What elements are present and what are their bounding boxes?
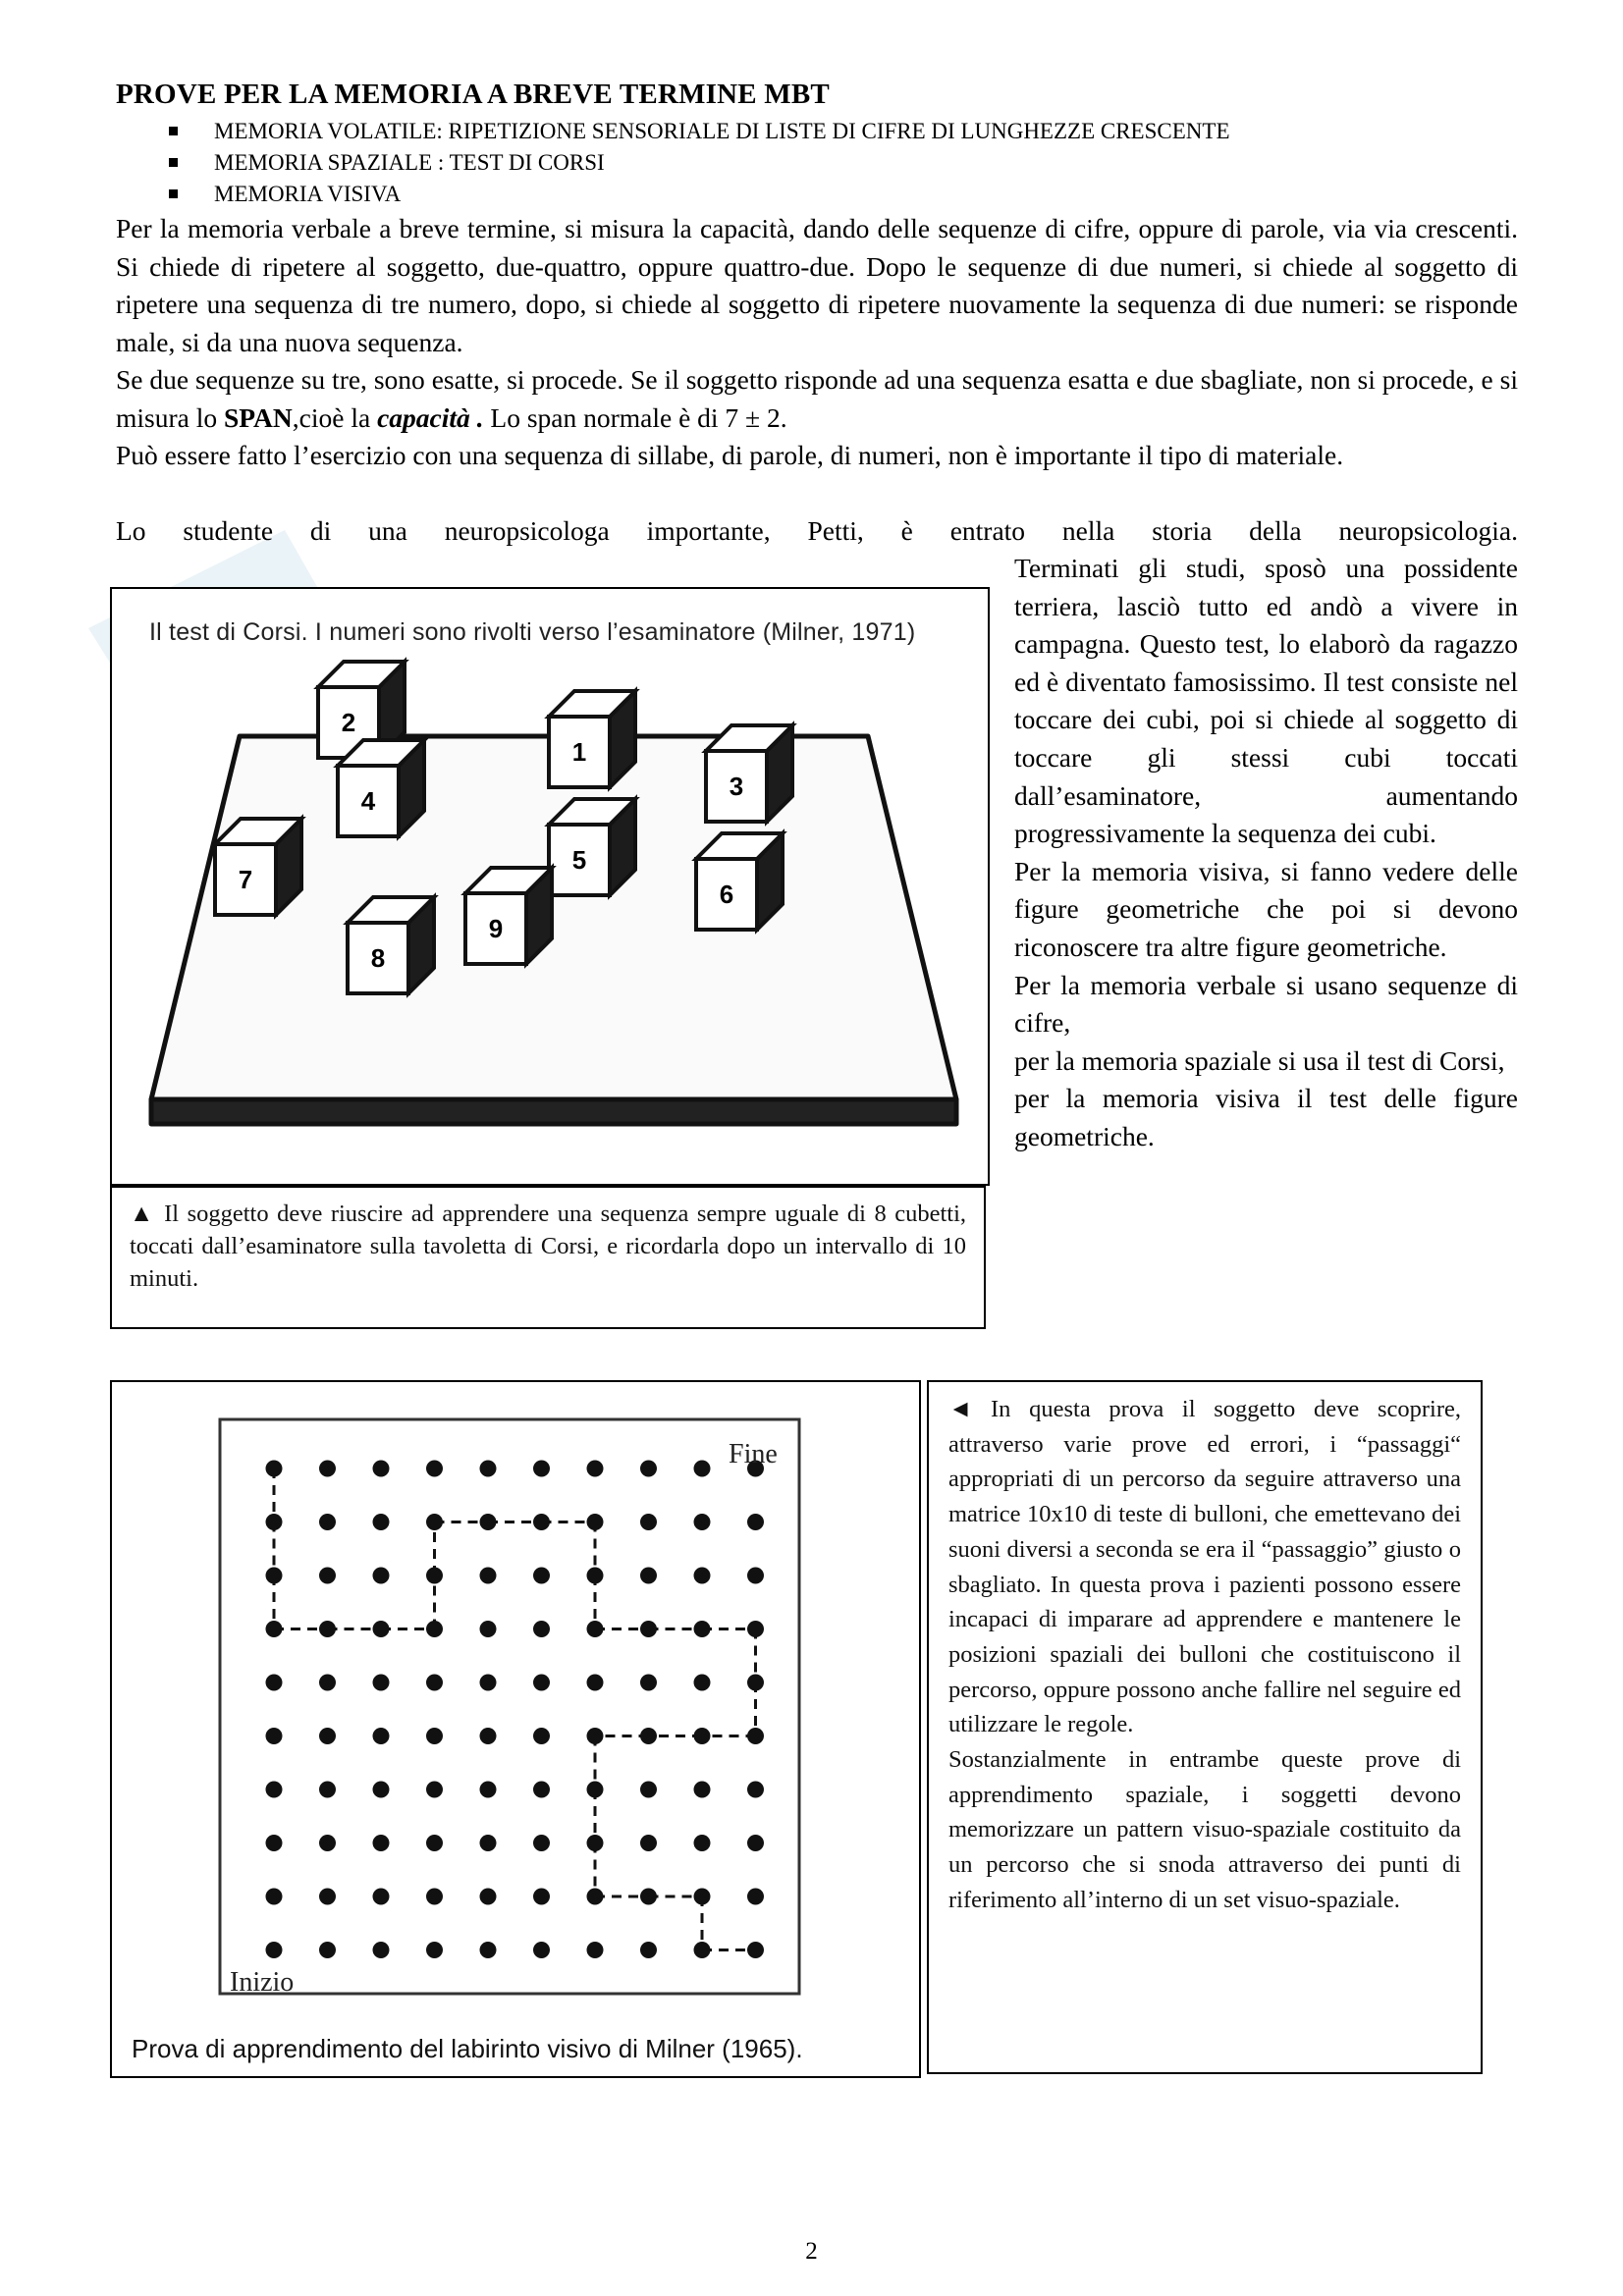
maze-bolt-dot — [426, 1942, 443, 1958]
milner-caption-paragraph: ◄ In questa prova il soggetto deve scoprire, attraverso varie prove ed errori, i “passaggi“ appropriati di un percorso da seguire attraverso una matrice 10x10 di teste di bulloni, che emettevano dei suoni diversi a seconda se era il “passaggio” giusto o sbagliato. In questa prova i pazienti possono essere incapaci di imparare ad apprendere e mantenere le posizioni spaziali dei bulloni che costituiscono il percorso, oppure possono anche fallire nel seguire ed utilizzare le regole. — [948, 1396, 1461, 1738]
corsi-cube-9 — [465, 868, 552, 964]
paragraph-petti: Lo studente di una neuropsicologa importante, Petti, è entrato nella storia della neuropsicologia. — [116, 515, 1518, 546]
maze-bolt-dot — [640, 1889, 657, 1905]
maze-bolt-dot — [373, 1568, 390, 1584]
maze-bolt-dot — [373, 1461, 390, 1477]
maze-bolt-dot — [694, 1889, 711, 1905]
maze-bolt-dot — [480, 1728, 497, 1744]
maze-bolt-dot — [533, 1675, 550, 1691]
paragraph-span — [116, 361, 1518, 437]
maze-bolt-dot — [587, 1461, 604, 1477]
maze-bolt-dot — [587, 1675, 604, 1691]
maze-bolt-dot — [533, 1514, 550, 1530]
maze-bolt-dot — [319, 1461, 336, 1477]
maze-bolt-dot — [426, 1568, 443, 1584]
maze-grid-illustration — [112, 1382, 915, 2072]
maze-bolt-dot — [533, 1835, 550, 1851]
maze-bolt-dot — [694, 1621, 711, 1637]
maze-bolt-dot — [373, 1675, 390, 1691]
maze-bolt-dot — [480, 1621, 497, 1637]
corsi-cube-8 — [348, 897, 434, 993]
maze-bolt-dot — [266, 1514, 283, 1530]
maze-bolt-dot — [587, 1942, 604, 1958]
corsi-cube-4 — [338, 740, 424, 836]
maze-bolt-dot — [480, 1514, 497, 1530]
maze-bolt-dot — [640, 1782, 657, 1798]
maze-bolt-dot — [640, 1942, 657, 1958]
maze-bolt-dot — [640, 1675, 657, 1691]
maze-bolt-dot — [266, 1942, 283, 1958]
maze-bolt-dot — [747, 1568, 764, 1584]
maze-bolt-dot — [587, 1835, 604, 1851]
maze-bolt-dot — [480, 1675, 497, 1691]
maze-bolt-dot — [640, 1621, 657, 1637]
maze-bolt-dot — [319, 1782, 336, 1798]
page-number: 2 — [805, 2238, 818, 2265]
maze-bolt-dot — [319, 1675, 336, 1691]
span-term: SPAN — [224, 401, 293, 433]
maze-bolt-dot — [373, 1942, 390, 1958]
maze-bolt-dot — [587, 1889, 604, 1905]
maze-bolt-dot — [640, 1568, 657, 1584]
corsi-test-figure — [110, 587, 990, 1186]
corsi-image-caption: Il test di Corsi. I numeri sono rivolti verso l’esaminatore (Milner, 1971) — [149, 618, 916, 646]
corsi-cube-1 — [549, 691, 635, 787]
maze-bolt-dot — [480, 1461, 497, 1477]
maze-bolt-dot — [640, 1514, 657, 1530]
corsi-board-illustration — [112, 589, 984, 1180]
maze-bolt-dot — [747, 1621, 764, 1637]
maze-bolt-dot — [319, 1728, 336, 1744]
maze-bolt-dot — [266, 1835, 283, 1851]
maze-bolt-dot — [266, 1675, 283, 1691]
maze-bolt-dot — [640, 1835, 657, 1851]
maze-bolt-dot — [533, 1461, 550, 1477]
list-item: MEMORIA VOLATILE: RIPETIZIONE SENSORIALE DI LISTE DI CIFRE DI LUNGHEZZE CRESCENTE — [169, 116, 1230, 147]
maze-bolt-dot — [747, 1728, 764, 1744]
capacity-term: capacità . — [377, 401, 484, 433]
milner-image-caption: Prova di apprendimento del labirinto visivo di Milner (1965). — [132, 2034, 803, 2063]
maze-start-label: Inizio — [230, 1967, 295, 1998]
maze-bolt-dot — [373, 1514, 390, 1530]
maze-bolt-dot — [426, 1514, 443, 1530]
maze-bolt-dot — [426, 1621, 443, 1637]
visual-summary-line: per la memoria visiva il test delle figure geometriche. — [1014, 1083, 1518, 1151]
maze-bolt-dot — [266, 1889, 283, 1905]
corsi-cube-number: 3 — [729, 772, 744, 801]
maze-bolt-dot — [266, 1461, 283, 1477]
maze-bolt-dot — [533, 1942, 550, 1958]
corsi-cube-number: 1 — [571, 737, 587, 767]
maze-bolt-dot — [319, 1514, 336, 1530]
corsi-caption: ▲ Il soggetto deve riuscire ad apprendere una sequenza sempre uguale di 8 cubetti, toccati dall’esaminatore sulla tavoletta di Corsi, e ricordarla dopo un intervallo di 10 minuti. — [110, 1186, 986, 1329]
maze-bolt-dot — [587, 1621, 604, 1637]
corsi-cube-6 — [696, 833, 783, 930]
corsi-description — [1014, 550, 1518, 1156]
maze-bolt-dot — [373, 1889, 390, 1905]
maze-bolt-dot — [373, 1835, 390, 1851]
page-title: PROVE PER LA MEMORIA A BREVE TERMINE MBT — [116, 79, 830, 110]
maze-bolt-dot — [747, 1675, 764, 1691]
span-text-mid: ,cioè la — [292, 401, 378, 433]
maze-bolt-dot — [480, 1782, 497, 1798]
maze-bolt-dot — [640, 1728, 657, 1744]
corsi-cube-number: 9 — [488, 914, 504, 943]
list-item: MEMORIA SPAZIALE : TEST DI CORSI — [169, 147, 1230, 179]
maze-bolt-dot — [587, 1568, 604, 1584]
corsi-cube-number: 2 — [341, 708, 356, 737]
maze-bolt-dot — [747, 1514, 764, 1530]
maze-bolt-dot — [373, 1782, 390, 1798]
maze-bolt-dot — [587, 1728, 604, 1744]
span-text-start: Se due sequenze su tre, sono esatte, si procede. Se il soggetto risponde ad una sequenza esatta e due sbagliate, non si procede, e si misura lo — [116, 364, 1518, 433]
maze-bolt-dot — [747, 1942, 764, 1958]
maze-bolt-dot — [266, 1621, 283, 1637]
memory-test-list — [169, 116, 1230, 210]
maze-bolt-dot — [319, 1835, 336, 1851]
maze-bolt-dot — [694, 1835, 711, 1851]
maze-bolt-dot — [426, 1835, 443, 1851]
maze-bolt-dot — [426, 1889, 443, 1905]
spatial-summary-line: per la memoria spaziale si usa il test di Corsi, — [1014, 1044, 1505, 1076]
paragraph-material: Può essere fatto l’esercizio con una sequenza di sillabe, di parole, di numeri, non è importante il tipo di materiale. — [116, 440, 1344, 470]
maze-bolt-dot — [319, 1621, 336, 1637]
maze-bolt-dot — [694, 1461, 711, 1477]
milner-caption-summary: Sostanzialmente in entrambe queste prove di apprendimento spaziale, i soggetti devono memorizzare un pattern visuo-spaziale costituito da un percorso che si snoda attraverso dei punti di riferimento all’interno di un set visuo-spaziale. — [948, 1746, 1461, 1913]
maze-bolt-dot — [266, 1782, 283, 1798]
maze-bolt-dot — [533, 1568, 550, 1584]
maze-bolt-dot — [747, 1889, 764, 1905]
maze-bolt-dot — [426, 1782, 443, 1798]
maze-bolt-dot — [373, 1728, 390, 1744]
maze-bolt-dot — [426, 1461, 443, 1477]
maze-bolt-dot — [373, 1621, 390, 1637]
maze-bolt-dot — [480, 1889, 497, 1905]
milner-caption — [927, 1380, 1483, 2074]
maze-bolt-dot — [694, 1942, 711, 1958]
corsi-cube-number: 4 — [360, 786, 376, 816]
verbal-summary-line: Per la memoria verbale si usano sequenze di cifre, — [1014, 969, 1518, 1039]
maze-bolt-dot — [319, 1942, 336, 1958]
span-text-end: Lo span normale è di 7 ± 2. — [483, 401, 787, 433]
corsi-cube-number: 7 — [238, 865, 253, 894]
corsi-cube-3 — [706, 725, 792, 822]
corsi-paragraph: Terminati gli studi, sposò una possidente terriera, lasciò tutto ed andò a vivere in campagna. Questo test, lo elaborò da ragazzo ed è diventato famosissimo. Il test consiste nel toccare dei cubi, poi si chiede al soggetto di toccare gli stessi cubi toccati dall’esaminatore, aumentando progressivamente la sequenza dei cubi. — [1014, 553, 1518, 849]
maze-bolt-dot — [426, 1728, 443, 1744]
maze-bolt-dot — [694, 1514, 711, 1530]
milner-maze-figure — [110, 1380, 921, 2078]
maze-bolt-dot — [587, 1514, 604, 1530]
maze-bolt-dot — [266, 1568, 283, 1584]
maze-bolt-dot — [747, 1835, 764, 1851]
maze-bolt-dot — [587, 1782, 604, 1798]
paragraph-verbal-memory: Per la memoria verbale a breve termine, si misura la capacità, dando delle sequenze di cifre, oppure di parole, via via crescenti. Si chiede di ripetere al soggetto, due-quattro, oppure quattro-due. Dopo le sequenze di due numeri, si chiede al soggetto di ripetere una sequenza di tre numero, dopo, si chiede al soggetto di ripetere nuovamente la sequenza di due numeri: se risponde male, si da una nuova sequenza. — [116, 213, 1518, 357]
maze-bolt-dot — [319, 1568, 336, 1584]
corsi-cube-number: 5 — [571, 845, 587, 875]
maze-bolt-dot — [533, 1889, 550, 1905]
maze-bolt-dot — [747, 1782, 764, 1798]
maze-bolt-dot — [266, 1728, 283, 1744]
maze-bolt-dot — [480, 1835, 497, 1851]
maze-bolt-dot — [533, 1621, 550, 1637]
maze-bolt-dot — [480, 1942, 497, 1958]
corsi-cube-5 — [549, 799, 635, 895]
maze-bolt-dot — [480, 1568, 497, 1584]
maze-bolt-dot — [426, 1675, 443, 1691]
maze-bolt-dot — [640, 1461, 657, 1477]
maze-bolt-dot — [694, 1568, 711, 1584]
visual-memory-paragraph: Per la memoria visiva, si fanno vedere delle figure geometriche che poi si devono riconoscere tra altre figure geometriche. — [1014, 855, 1518, 962]
maze-bolt-dot — [694, 1782, 711, 1798]
maze-bolt-dot — [533, 1782, 550, 1798]
maze-end-label: Fine — [729, 1439, 778, 1469]
maze-bolt-dot — [533, 1728, 550, 1744]
maze-bolt-dot — [694, 1728, 711, 1744]
corsi-cube-number: 6 — [719, 880, 734, 909]
list-item: MEMORIA VISIVA — [169, 179, 1230, 210]
maze-bolt-dot — [694, 1675, 711, 1691]
maze-bolt-dot — [319, 1889, 336, 1905]
corsi-cube-7 — [215, 819, 301, 915]
corsi-cube-number: 8 — [370, 943, 386, 973]
